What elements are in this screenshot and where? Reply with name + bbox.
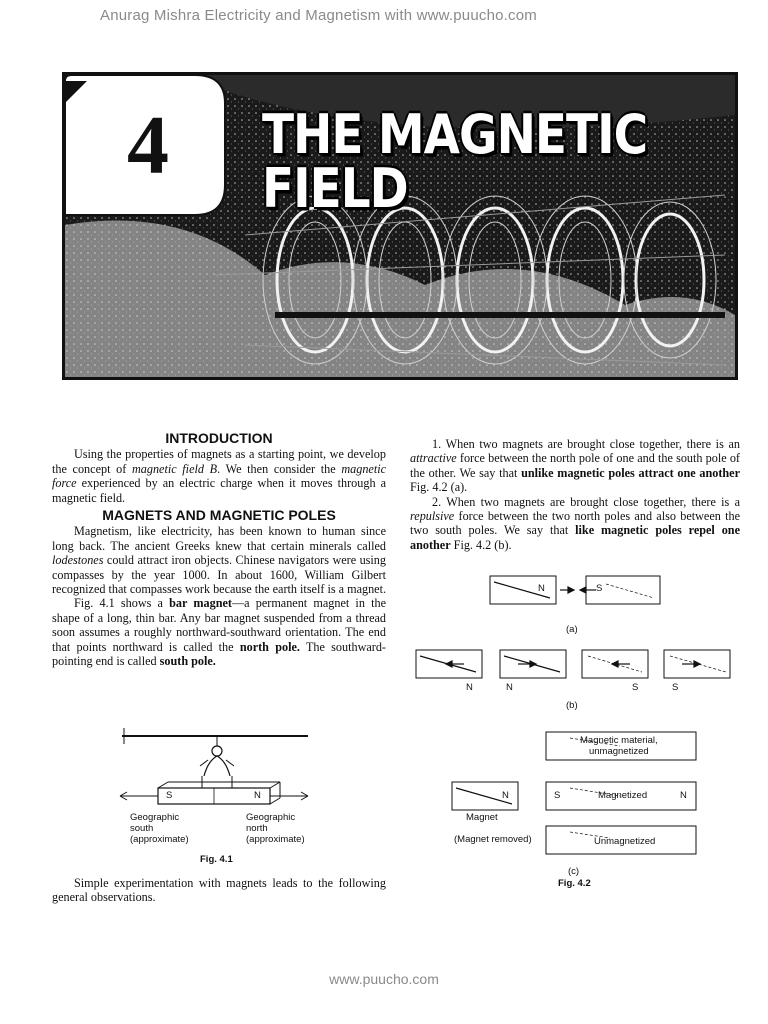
fig42-b-label: (b) (566, 700, 578, 711)
figure-4-2 (410, 570, 740, 900)
fig42-c-material: Magnetic material, unmagnetized (580, 735, 658, 757)
pole-label-n: N (254, 790, 261, 801)
emphasis-bold: like magnetic poles repel one another (410, 523, 740, 552)
geographic-south-label: Geographic south (approximate) (130, 812, 189, 845)
emphasis-bold: north pole. (239, 639, 300, 654)
fig42-b-n1: N (466, 682, 473, 693)
figure-4-1 (118, 726, 318, 866)
left-column (52, 431, 386, 669)
fig42-b-s2: S (672, 682, 679, 693)
fig42-b-s1: S (632, 682, 639, 693)
fig42-c-n: N (680, 790, 687, 801)
observation-1-paragraph: 1. When two magnets are brought close together, there is an attractive force between the north pole of one and the south pole of the other. We say that unlike magnetic poles attract one another Fig. 4.2 (a). (410, 437, 740, 495)
magnets-heading: MAGNETS AND MAGNETIC POLES (102, 507, 336, 524)
introduction-paragraph: Using the properties of magnets as a starting point, we develop the concept of magnetic field B. We then consider the magnetic force experienced by an electric charge when it moves through a magnetic field. (52, 447, 387, 505)
bar-magnet-paragraph: Fig. 4.1 shows a bar magnet—a permanent magnet in the shape of a long, thin bar. Any bar magnet suspended from a thread soon assumes a roughly northward-southward orientation. The end that points northward is called the north pole. The southward-pointing end is called south pole. (52, 596, 386, 669)
emphasis-italic: lodestones (52, 553, 104, 568)
suspended-bar-magnet-diagram (118, 726, 318, 816)
page-header: Anurag Mishra Electricity and Magnetism with www.puucho.com (100, 7, 537, 24)
fig42-c-removed: (Magnet removed) (454, 834, 532, 845)
fig42-c-magnetized: Magnetized (598, 790, 648, 801)
emphasis-bold: south pole. (159, 654, 216, 669)
fig42-a-n: N (538, 583, 545, 594)
observation-2-paragraph: 2. When two magnets are brought close together, there is a repulsive force between the two north poles and also between the two south poles. We say that like magnetic poles repel one another Fig. 4.2 (b). (410, 494, 740, 552)
page-footer: www.puucho.com (329, 971, 439, 987)
fig42-c-s: S (554, 790, 561, 801)
emphasis-bold: bar magnet (169, 596, 232, 611)
emphasis-italic: repulsive (410, 509, 455, 524)
figure-4-1-caption: Fig. 4.1 (200, 854, 233, 865)
emphasis-italic: magnetic field B (131, 461, 218, 476)
chapter-title: THE MAGNETIC FIELD (262, 103, 648, 221)
introduction-heading: INTRODUCTION (165, 430, 273, 446)
emphasis-italic: attractive (410, 451, 457, 466)
closing-paragraph: Simple experimentation with magnets leads to the following general observations. (52, 876, 386, 905)
fig42-c-magnet-n: N (502, 790, 509, 801)
fig42-c-magnet-label: Magnet (466, 812, 498, 823)
chapter-number: 4 (127, 99, 169, 192)
pole-label-s: S (166, 790, 173, 801)
geographic-north-label: Geographic north (approximate) (246, 812, 305, 845)
emphasis-bold: unlike magnetic poles attract one another (521, 465, 740, 480)
figure-4-2-caption: Fig. 4.2 (558, 878, 591, 889)
emphasis-italic: magnetic force (52, 461, 387, 491)
magnets-paragraph: Magnetism, like electricity, has been known to human since long back. The ancient Greeks knew that certain minerals called lodestones could attract iron objects. Chinese navigators were using compasses by the year 1000. In about 1600, William Gilbert recognized that compasses work because the earth itself is a magnet. (52, 524, 387, 597)
right-column (410, 437, 740, 552)
fig42-a-label: (a) (566, 624, 578, 635)
fig42-a-s: S (596, 583, 603, 594)
fig42-c-label: (c) (568, 866, 580, 877)
fig42-b-n2: N (506, 682, 513, 693)
fig42-c-unmagnetized: Unmagnetized (594, 836, 656, 847)
left-closing (52, 876, 386, 905)
